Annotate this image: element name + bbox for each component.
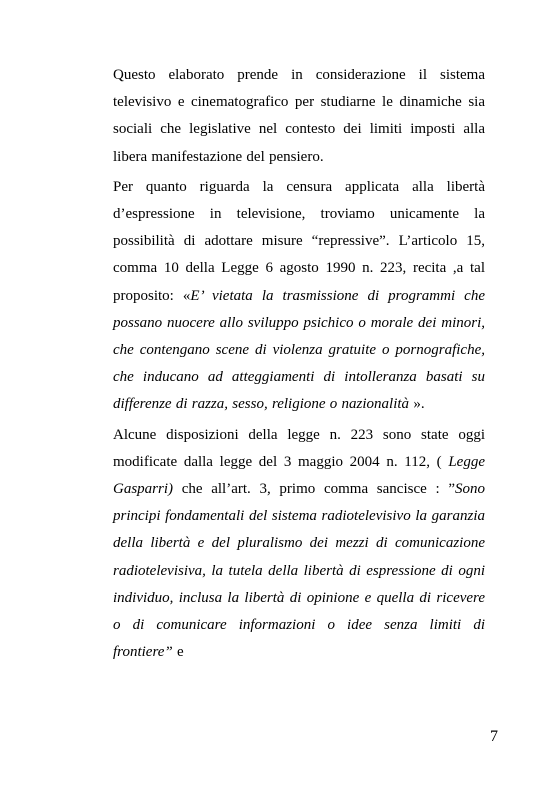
paragraph-text: e — [172, 644, 184, 661]
paragraph-censorship — [113, 174, 485, 419]
page-number: 7 — [490, 728, 498, 745]
law-name-italic: Legge Gasparri) — [113, 453, 485, 498]
paragraph-text: ». — [409, 396, 425, 413]
paragraph-text: Alcune disposizioni della legge n. 223 sono state oggi modificate dalla legge del 3 maggio 2004 n. 112, ( — [113, 426, 485, 470]
law-quote-italic: Sono principi fondamentali del sistema radiotelevisivo la garanzia della libertà e del pluralismo dei mezzi di comunicazione radiotelevisiva, la tutela della libertà di espressione di ogni individuo, inclusa la libertà di opinione e quella di ricevere o di comunicare informazioni o idee senza limiti di frontiere” — [113, 481, 485, 661]
paragraph-text: che all’art. 3, primo comma sancisce : ” — [173, 481, 455, 498]
paragraph-intro — [113, 62, 485, 171]
paragraph-text: Questo elaborato prende in considerazione il sistema televisivo e cinematografico per studiarne le dinamiche sia sociali che legislative nel contesto dei limiti imposti alla libera manifestazione del pensiero. — [113, 67, 485, 165]
document-body — [113, 62, 485, 666]
law-quote-italic: E’ vietata la trasmissione di programmi che possano nuocere allo sviluppo psichico o morale dei minori, che contengano scene di violenza gratuite o pornografiche, che inducano ad atteggiamenti di intolleranza basati su differenze di razza, sesso, religione o nazionalità — [113, 287, 485, 413]
paragraph-text: Per quanto riguarda la censura applicata alla libertà d’espressione in televisione, troviamo unicamente la possibilità di adottare misure “repressive”. L’articolo 15, comma 10 della Legge 6 agosto 1990 n. 223, recita ,a tal proposito: « — [113, 178, 485, 304]
paragraph-gasparri — [113, 422, 485, 667]
